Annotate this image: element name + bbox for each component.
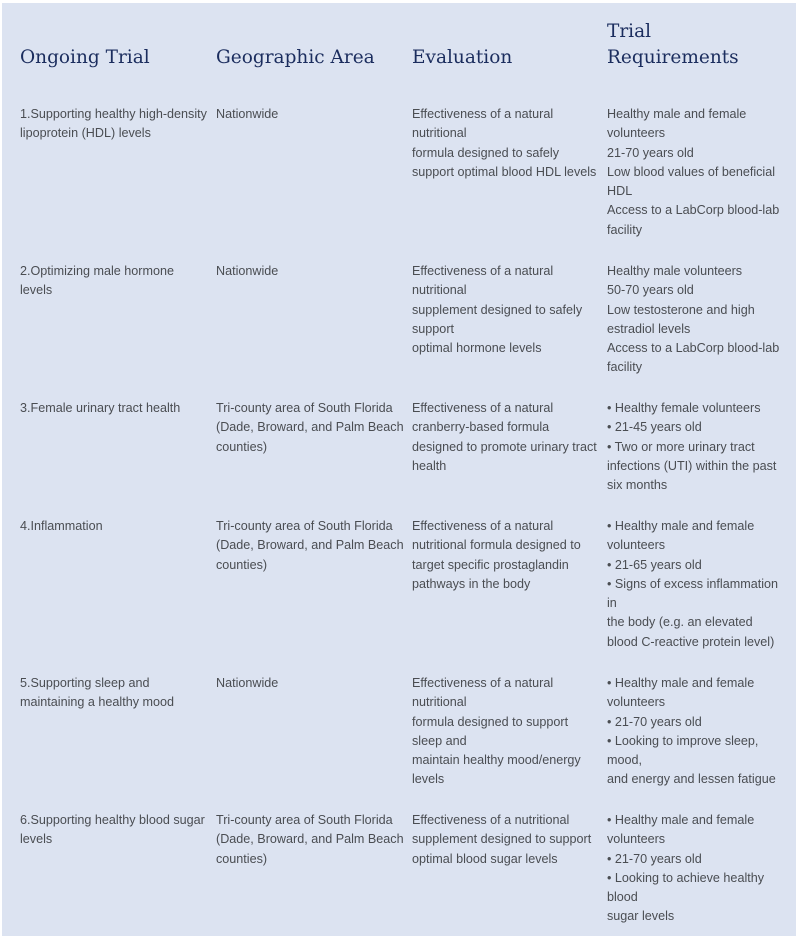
table-row — [16, 262, 786, 399]
evaluation-line: maintain healthy mood/energy levels — [412, 753, 581, 787]
cell-ongoing-trial: 3.Female urinary tract health — [20, 401, 181, 415]
requirement-item: sugar levels — [607, 909, 675, 924]
header-trial-requirements — [603, 19, 786, 105]
header-ongoing-trial: Ongoing Trial — [20, 47, 150, 68]
requirement-item: • Signs of excess inflammation in — [607, 576, 778, 611]
requirement-item: Healthy male and female volunteers — [607, 107, 747, 141]
requirement-item: • Healthy male and female volunteers — [607, 813, 755, 847]
requirement-item: Low blood values of beneficial HDL — [607, 164, 776, 199]
cell-ongoing-trial: 6.Supporting healthy blood sugar levels — [20, 813, 205, 847]
table-row — [16, 517, 786, 674]
cell-evaluation — [408, 517, 603, 674]
evaluation-line: Effectiveness of a natural nutritional — [412, 676, 554, 710]
evaluation-line: formula designed to support sleep and — [412, 714, 569, 748]
cell-trial-requirements — [603, 399, 786, 517]
evaluation-line: Effectiveness of a natural nutritional — [412, 264, 554, 298]
table-row — [16, 105, 786, 262]
cell-evaluation — [408, 262, 603, 399]
cell-evaluation — [408, 105, 603, 262]
ongoing-trials-table — [16, 19, 786, 929]
requirement-item: Low testosterone and high estradiol levels — [607, 302, 755, 336]
cell-trial-requirements — [603, 674, 786, 811]
evaluation-line: Effectiveness of a natural nutritional formula designed to target specific prostaglandin pathways in the body — [412, 519, 581, 591]
cell-geographic-area: Nationwide — [216, 107, 279, 121]
requirement-item: and energy and lessen fatigue — [607, 772, 776, 787]
header-trial-requirements-line: Requirements — [607, 47, 739, 68]
requirement-item: Access to a LabCorp blood-lab facility — [607, 341, 780, 375]
cell-geographic-area: Tri-county area of South Florida (Dade, Broward, and Palm Beach counties) — [216, 519, 404, 572]
header-geographic-area: Geographic Area — [216, 47, 375, 68]
requirement-item: • Healthy female volunteers — [607, 401, 761, 415]
cell-trial-requirements — [603, 262, 786, 399]
header-evaluation: Evaluation — [412, 47, 513, 68]
requirement-item: Access to a LabCorp blood-lab facility — [607, 203, 780, 237]
table-row — [16, 674, 786, 811]
cell-ongoing-trial: 1.Supporting healthy high-density lipoprotein (HDL) levels — [20, 107, 207, 141]
cell-evaluation — [408, 674, 603, 811]
cell-trial-requirements — [603, 105, 786, 262]
cell-ongoing-trial: 5.Supporting sleep and maintaining a healthy mood — [20, 676, 175, 710]
table-header-row — [16, 19, 786, 105]
requirement-item: 21-70 years old — [607, 145, 694, 160]
requirement-item: Healthy male volunteers — [607, 264, 743, 278]
header-trial-requirements-line: Trial — [607, 21, 652, 42]
table-row — [16, 811, 786, 929]
cell-trial-requirements — [603, 811, 786, 929]
cell-geographic-area: Nationwide — [216, 676, 279, 690]
cell-trial-requirements — [603, 517, 786, 674]
requirement-item: • 21-65 years old — [607, 557, 702, 572]
evaluation-line: Effectiveness of a natural cranberry-based formula designed to promote urinary tract health — [412, 401, 597, 473]
requirement-item: • 21-70 years old — [607, 851, 702, 866]
requirement-item: • Looking to achieve healthy blood — [607, 870, 765, 905]
table-row — [16, 399, 786, 517]
cell-geographic-area: Tri-county area of South Florida (Dade, Broward, and Palm Beach counties) — [216, 401, 404, 454]
requirement-item: • Healthy male and female volunteers — [607, 519, 755, 553]
requirement-item: the body (e.g. an elevated blood C-reactive protein level) — [607, 615, 775, 649]
requirement-item: • Healthy male and female volunteers — [607, 676, 755, 710]
evaluation-line: supplement designed to safely support — [412, 302, 583, 336]
requirement-item: • Two or more urinary tract infections (UTI) within the past six months — [607, 439, 777, 493]
cell-ongoing-trial: 4.Inflammation — [20, 519, 103, 533]
evaluation-line: Effectiveness of a natural nutritional — [412, 107, 554, 141]
requirement-item: • 21-45 years old — [607, 420, 702, 435]
cell-evaluation — [408, 399, 603, 517]
requirement-item: 50-70 years old — [607, 283, 694, 298]
cell-geographic-area: Nationwide — [216, 264, 279, 278]
cell-evaluation — [408, 811, 603, 929]
requirement-item: • Looking to improve sleep, mood, — [607, 733, 759, 768]
cell-ongoing-trial: 2.Optimizing male hormone levels — [20, 264, 174, 298]
requirement-item: • 21-70 years old — [607, 714, 702, 729]
cell-geographic-area: Tri-county area of South Florida (Dade, Broward, and Palm Beach counties) — [216, 813, 404, 866]
evaluation-line: Effectiveness of a nutritional supplement designed to support optimal blood sugar levels — [412, 813, 592, 866]
evaluation-line: formula designed to safely support optimal blood HDL levels — [412, 145, 597, 179]
evaluation-line: optimal hormone levels — [412, 341, 542, 356]
trials-panel — [2, 3, 796, 936]
